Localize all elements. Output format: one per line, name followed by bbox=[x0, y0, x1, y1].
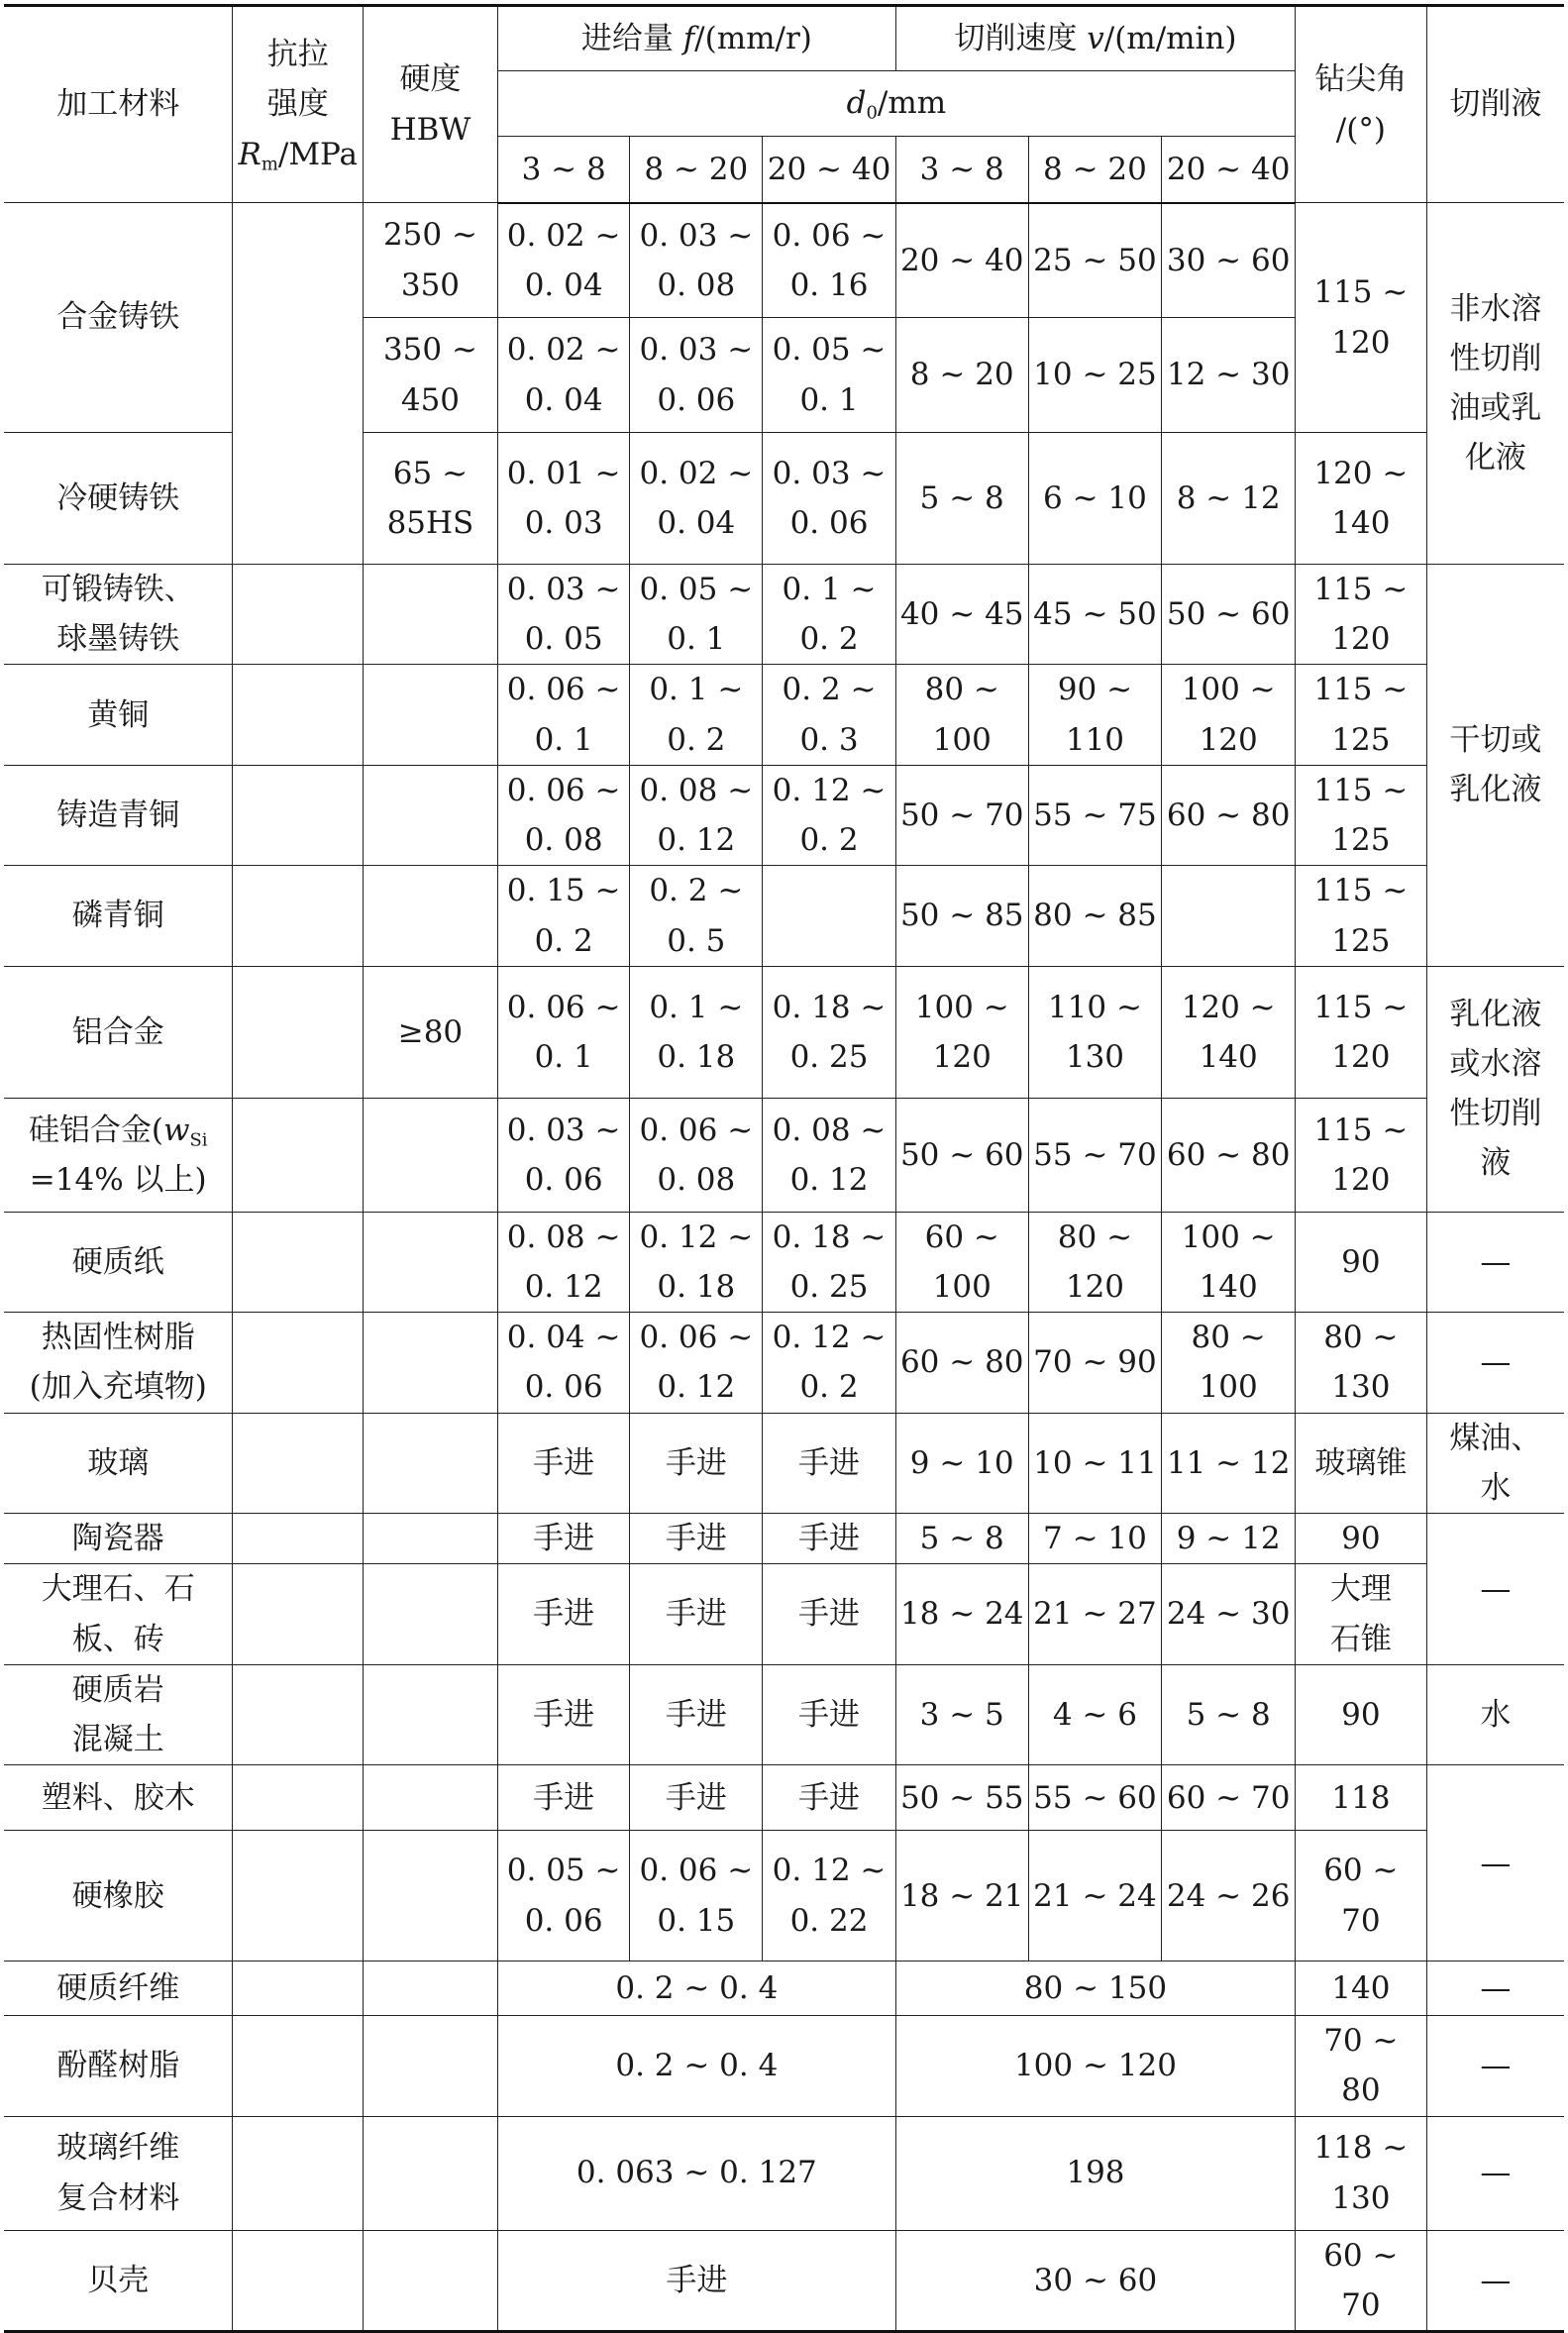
feed-cell: 0. 18 ~ 0. 25 bbox=[763, 1212, 896, 1312]
header-range: 20 ~ 40 bbox=[763, 137, 896, 203]
speed-cell: 60 ~ 80 bbox=[1162, 765, 1296, 865]
feed-cell: 0. 03 ~ 0. 06 bbox=[497, 1098, 630, 1212]
hardness-cell bbox=[364, 765, 498, 865]
speed-cell: 5 ~ 8 bbox=[895, 433, 1028, 565]
material-cell: 硬质纤维 bbox=[4, 1962, 233, 2016]
feed-cell: 手进 bbox=[630, 1413, 763, 1513]
feed-cell: 0. 2 ~ 0. 5 bbox=[630, 866, 763, 966]
strength-cell bbox=[233, 203, 364, 565]
speed-cell: 20 ~ 40 bbox=[895, 203, 1028, 318]
hardness-cell: 350 ~ 450 bbox=[364, 318, 498, 433]
strength-cell bbox=[233, 565, 364, 665]
feed-cell: 0. 02 ~ 0. 04 bbox=[497, 318, 630, 433]
material-cell: 塑料、胶木 bbox=[4, 1765, 233, 1831]
table-row bbox=[4, 765, 1564, 865]
feed-cell: 手进 bbox=[763, 1664, 896, 1764]
fluid-cell: — bbox=[1426, 2016, 1564, 2116]
table-row bbox=[4, 1413, 1564, 1513]
feed-cell: 0. 08 ~ 0. 12 bbox=[497, 1212, 630, 1312]
feed-cell: 0. 12 ~ 0. 2 bbox=[763, 1313, 896, 1413]
strength-cell bbox=[233, 1212, 364, 1312]
fluid-cell: — bbox=[1426, 2230, 1564, 2331]
hardness-cell bbox=[364, 2116, 498, 2230]
material-cell: 酚醛树脂 bbox=[4, 2016, 233, 2116]
material-cell: 大理石、石 板、砖 bbox=[4, 1564, 233, 1664]
speed-cell: 5 ~ 8 bbox=[1162, 1664, 1296, 1764]
feed-cell: 0. 12 ~ 0. 18 bbox=[630, 1212, 763, 1312]
hardness-cell bbox=[364, 665, 498, 765]
material-cell: 硅铝合金($w_{Si}$ =14% 以上) bbox=[4, 1098, 233, 1212]
angle-cell: 115 ~ 120 bbox=[1296, 966, 1427, 1098]
speed-cell: 100 ~ 120 bbox=[895, 2016, 1295, 2116]
fluid-cell: 非水溶 性切削 油或乳 化液 bbox=[1426, 203, 1564, 565]
strength-cell bbox=[233, 1098, 364, 1212]
table-row bbox=[4, 1765, 1564, 1831]
speed-cell: 21 ~ 27 bbox=[1028, 1564, 1162, 1664]
speed-cell: 6 ~ 10 bbox=[1028, 433, 1162, 565]
feed-cell: 0. 05 ~ 0. 1 bbox=[763, 318, 896, 433]
table-row bbox=[4, 2116, 1564, 2230]
angle-cell: 115 ~ 120 bbox=[1296, 203, 1427, 433]
strength-cell bbox=[233, 1765, 364, 1831]
fluid-cell: 水 bbox=[1426, 1664, 1564, 1764]
hardness-cell bbox=[364, 2016, 498, 2116]
angle-cell: 80 ~ 130 bbox=[1296, 1313, 1427, 1413]
fluid-cell: 乳化液 或水溶 性切削 液 bbox=[1426, 966, 1564, 1212]
speed-cell: 21 ~ 24 bbox=[1028, 1831, 1162, 1962]
fluid-cell: 干切或 乳化液 bbox=[1426, 565, 1564, 967]
header-cutting-fluid: 切削液 bbox=[1426, 6, 1564, 203]
speed-cell: 55 ~ 75 bbox=[1028, 765, 1162, 865]
feed-cell: 0. 08 ~ 0. 12 bbox=[763, 1098, 896, 1212]
material-cell: 热固性树脂 (加入充填物) bbox=[4, 1313, 233, 1413]
speed-cell: 4 ~ 6 bbox=[1028, 1664, 1162, 1764]
speed-cell: 18 ~ 24 bbox=[895, 1564, 1028, 1664]
angle-cell: 118 bbox=[1296, 1765, 1427, 1831]
material-cell: 玻璃纤维 复合材料 bbox=[4, 2116, 233, 2230]
feed-cell: 0. 15 ~ 0. 2 bbox=[497, 866, 630, 966]
hardness-cell: 65 ~ 85HS bbox=[364, 433, 498, 565]
strength-cell bbox=[233, 1831, 364, 1962]
angle-cell: 120 ~ 140 bbox=[1296, 433, 1427, 565]
header-range: 3 ~ 8 bbox=[497, 137, 630, 203]
speed-cell: 80 ~ 85 bbox=[1028, 866, 1162, 966]
hardness-cell bbox=[364, 1413, 498, 1513]
feed-cell: 0. 03 ~ 0. 08 bbox=[630, 203, 763, 318]
speed-cell: 11 ~ 12 bbox=[1162, 1413, 1296, 1513]
angle-cell: 70 ~ 80 bbox=[1296, 2016, 1427, 2116]
feed-cell: 0. 02 ~ 0. 04 bbox=[497, 203, 630, 318]
material-cell: 硬橡胶 bbox=[4, 1831, 233, 1962]
strength-cell bbox=[233, 1564, 364, 1664]
header-feed: 进给量 f/(mm/r) bbox=[497, 6, 895, 71]
fluid-cell: 煤油、 水 bbox=[1426, 1413, 1564, 1513]
angle-cell: 115 ~ 125 bbox=[1296, 665, 1427, 765]
strength-cell bbox=[233, 765, 364, 865]
feed-cell: 0. 06 ~ 0. 08 bbox=[630, 1098, 763, 1212]
header-drill-diameter: $d_0/mm$ bbox=[497, 71, 1295, 137]
feed-cell: 0. 05 ~ 0. 06 bbox=[497, 1831, 630, 1962]
speed-cell: 60 ~ 80 bbox=[895, 1313, 1028, 1413]
feed-cell: 0. 03 ~ 0. 06 bbox=[630, 318, 763, 433]
angle-cell: 60 ~ 70 bbox=[1296, 2230, 1427, 2331]
hardness-cell bbox=[364, 1765, 498, 1831]
hardness-cell bbox=[364, 1098, 498, 1212]
hardness-cell bbox=[364, 1831, 498, 1962]
hardness-cell bbox=[364, 2230, 498, 2331]
table-row bbox=[4, 565, 1564, 665]
speed-cell: 5 ~ 8 bbox=[895, 1514, 1028, 1564]
angle-cell: 90 bbox=[1296, 1514, 1427, 1564]
strength-cell bbox=[233, 1413, 364, 1513]
fluid-cell: — bbox=[1426, 1514, 1564, 1665]
feed-cell: 0. 2 ~ 0. 3 bbox=[763, 665, 896, 765]
table-row bbox=[4, 1664, 1564, 1764]
speed-cell: 100 ~ 120 bbox=[1162, 665, 1296, 765]
feed-cell: 0. 01 ~ 0. 03 bbox=[497, 433, 630, 565]
material-cell: 贝壳 bbox=[4, 2230, 233, 2331]
angle-cell: 115 ~ 120 bbox=[1296, 565, 1427, 665]
header-material: 加工材料 bbox=[4, 6, 233, 203]
feed-cell: 0. 12 ~ 0. 2 bbox=[763, 765, 896, 865]
angle-cell: 60 ~ 70 bbox=[1296, 1831, 1427, 1962]
angle-cell: 140 bbox=[1296, 1962, 1427, 2016]
feed-cell: 手进 bbox=[630, 1765, 763, 1831]
table-row bbox=[4, 1564, 1564, 1664]
speed-cell: 30 ~ 60 bbox=[895, 2230, 1295, 2331]
feed-cell: 0. 06 ~ 0. 08 bbox=[497, 765, 630, 865]
speed-cell: 50 ~ 70 bbox=[895, 765, 1028, 865]
feed-cell: 手进 bbox=[763, 1413, 896, 1513]
material-cell: 玻璃 bbox=[4, 1413, 233, 1513]
speed-cell: 7 ~ 10 bbox=[1028, 1514, 1162, 1564]
header-range: 8 ~ 20 bbox=[1028, 137, 1162, 203]
speed-cell: 70 ~ 90 bbox=[1028, 1313, 1162, 1413]
header-range: 20 ~ 40 bbox=[1162, 137, 1296, 203]
hardness-cell bbox=[364, 565, 498, 665]
angle-cell: 118 ~ 130 bbox=[1296, 2116, 1427, 2230]
header-point-angle: 钻尖角 /(°) bbox=[1296, 6, 1427, 203]
hardness-cell bbox=[364, 1962, 498, 2016]
feed-cell: 手进 bbox=[497, 1413, 630, 1513]
table-row bbox=[4, 1514, 1564, 1564]
speed-cell: 24 ~ 30 bbox=[1162, 1564, 1296, 1664]
speed-cell: 50 ~ 60 bbox=[1162, 565, 1296, 665]
feed-cell: 0. 06 ~ 0. 1 bbox=[497, 665, 630, 765]
material-cell: 黄铜 bbox=[4, 665, 233, 765]
material-cell: 硬质岩 混凝土 bbox=[4, 1664, 233, 1764]
strength-cell bbox=[233, 1664, 364, 1764]
speed-cell bbox=[1162, 866, 1296, 966]
strength-cell bbox=[233, 2116, 364, 2230]
feed-cell: 手进 bbox=[497, 1664, 630, 1764]
speed-cell: 120 ~ 140 bbox=[1162, 966, 1296, 1098]
speed-cell: 18 ~ 21 bbox=[895, 1831, 1028, 1962]
angle-cell: 115 ~ 120 bbox=[1296, 1098, 1427, 1212]
table-row bbox=[4, 866, 1564, 966]
feed-cell: 手进 bbox=[497, 2230, 895, 2331]
speed-cell: 55 ~ 60 bbox=[1028, 1765, 1162, 1831]
speed-cell: 50 ~ 55 bbox=[895, 1765, 1028, 1831]
fluid-cell: — bbox=[1426, 2116, 1564, 2230]
speed-cell: 24 ~ 26 bbox=[1162, 1831, 1296, 1962]
material-cell: 磷青铜 bbox=[4, 866, 233, 966]
feed-cell: 0. 03 ~ 0. 06 bbox=[763, 433, 896, 565]
table-row bbox=[4, 2230, 1564, 2331]
feed-cell: 0. 03 ~ 0. 05 bbox=[497, 565, 630, 665]
strength-cell bbox=[233, 1313, 364, 1413]
speed-cell: 80 ~ 150 bbox=[895, 1962, 1295, 2016]
hardness-cell bbox=[364, 1664, 498, 1764]
strength-cell bbox=[233, 665, 364, 765]
table-row bbox=[4, 1212, 1564, 1312]
feed-cell: 0. 1 ~ 0. 2 bbox=[630, 665, 763, 765]
speed-cell: 10 ~ 11 bbox=[1028, 1413, 1162, 1513]
material-cell: 铸造青铜 bbox=[4, 765, 233, 865]
speed-cell: 100 ~ 140 bbox=[1162, 1212, 1296, 1312]
speed-cell: 60 ~ 80 bbox=[1162, 1098, 1296, 1212]
feed-cell: 0. 1 ~ 0. 2 bbox=[763, 565, 896, 665]
feed-cell: 0. 06 ~ 0. 16 bbox=[763, 203, 896, 318]
feed-cell bbox=[763, 866, 896, 966]
speed-cell: 3 ~ 5 bbox=[895, 1664, 1028, 1764]
speed-cell: 40 ~ 45 bbox=[895, 565, 1028, 665]
table-row bbox=[4, 203, 1564, 318]
speed-cell: 9 ~ 10 bbox=[895, 1413, 1028, 1513]
feed-cell: 手进 bbox=[763, 1564, 896, 1664]
feed-cell: 手进 bbox=[497, 1765, 630, 1831]
table-row bbox=[4, 665, 1564, 765]
speed-cell: 25 ~ 50 bbox=[1028, 203, 1162, 318]
hardness-cell bbox=[364, 1564, 498, 1664]
hardness-cell bbox=[364, 1212, 498, 1312]
header-hardness: 硬度 HBW bbox=[364, 6, 498, 203]
table-row bbox=[4, 1098, 1564, 1212]
header-range: 3 ~ 8 bbox=[895, 137, 1028, 203]
table-row bbox=[4, 1831, 1564, 1962]
strength-cell bbox=[233, 866, 364, 966]
strength-cell bbox=[233, 2016, 364, 2116]
angle-cell: 玻璃锥 bbox=[1296, 1413, 1427, 1513]
feed-cell: 0. 2 ~ 0. 4 bbox=[497, 2016, 895, 2116]
material-cell: 陶瓷器 bbox=[4, 1514, 233, 1564]
header-tensile-strength: 抗拉 强度 $R_m$/MPa bbox=[233, 6, 364, 203]
feed-cell: 手进 bbox=[630, 1564, 763, 1664]
feed-cell: 0. 18 ~ 0. 25 bbox=[763, 966, 896, 1098]
speed-cell: 198 bbox=[895, 2116, 1295, 2230]
speed-cell: 90 ~ 110 bbox=[1028, 665, 1162, 765]
speed-cell: 80 ~ 120 bbox=[1028, 1212, 1162, 1312]
angle-cell: 115 ~ 125 bbox=[1296, 866, 1427, 966]
table-row bbox=[4, 1313, 1564, 1413]
hardness-cell bbox=[364, 1313, 498, 1413]
feed-cell: 0. 1 ~ 0. 18 bbox=[630, 966, 763, 1098]
feed-cell: 手进 bbox=[763, 1514, 896, 1564]
feed-cell: 0. 06 ~ 0. 15 bbox=[630, 1831, 763, 1962]
angle-cell: 115 ~ 125 bbox=[1296, 765, 1427, 865]
speed-cell: 50 ~ 60 bbox=[895, 1098, 1028, 1212]
angle-cell: 90 bbox=[1296, 1664, 1427, 1764]
fluid-cell: — bbox=[1426, 1313, 1564, 1413]
speed-cell: 60 ~ 100 bbox=[895, 1212, 1028, 1312]
material-cell: 可锻铸铁、 球墨铸铁 bbox=[4, 565, 233, 665]
speed-cell: 8 ~ 12 bbox=[1162, 433, 1296, 565]
strength-cell bbox=[233, 1962, 364, 2016]
speed-cell: 110 ~ 130 bbox=[1028, 966, 1162, 1098]
feed-cell: 0. 063 ~ 0. 127 bbox=[497, 2116, 895, 2230]
speed-cell: 9 ~ 12 bbox=[1162, 1514, 1296, 1564]
angle-cell: 90 bbox=[1296, 1212, 1427, 1312]
table-row bbox=[4, 966, 1564, 1098]
table-row bbox=[4, 1962, 1564, 2016]
material-cell: 硬质纸 bbox=[4, 1212, 233, 1312]
header-cutting-speed: 切削速度 v/(m/min) bbox=[895, 6, 1295, 71]
hardness-cell: 250 ~ 350 bbox=[364, 203, 498, 318]
feed-cell: 0. 04 ~ 0. 06 bbox=[497, 1313, 630, 1413]
feed-cell: 0. 06 ~ 0. 12 bbox=[630, 1313, 763, 1413]
hardness-cell bbox=[364, 866, 498, 966]
header-range: 8 ~ 20 bbox=[630, 137, 763, 203]
strength-cell bbox=[233, 2230, 364, 2331]
hardness-cell: ≥80 bbox=[364, 966, 498, 1098]
speed-cell: 10 ~ 25 bbox=[1028, 318, 1162, 433]
feed-cell: 手进 bbox=[630, 1664, 763, 1764]
speed-cell: 30 ~ 60 bbox=[1162, 203, 1296, 318]
hardness-cell bbox=[364, 1514, 498, 1564]
material-cell: 合金铸铁 bbox=[4, 203, 233, 433]
header-row-1 bbox=[4, 6, 1564, 71]
speed-cell: 60 ~ 70 bbox=[1162, 1765, 1296, 1831]
strength-cell bbox=[233, 966, 364, 1098]
feed-cell: 0. 08 ~ 0. 12 bbox=[630, 765, 763, 865]
speed-cell: 50 ~ 85 bbox=[895, 866, 1028, 966]
speed-cell: 8 ~ 20 bbox=[895, 318, 1028, 433]
speed-cell: 80 ~ 100 bbox=[1162, 1313, 1296, 1413]
feed-cell: 手进 bbox=[497, 1564, 630, 1664]
fluid-cell: — bbox=[1426, 1765, 1564, 1962]
speed-cell: 55 ~ 70 bbox=[1028, 1098, 1162, 1212]
table-row bbox=[4, 2016, 1564, 2116]
angle-cell: 大理 石锥 bbox=[1296, 1564, 1427, 1664]
fluid-cell: — bbox=[1426, 1212, 1564, 1312]
speed-cell: 80 ~ 100 bbox=[895, 665, 1028, 765]
material-cell: 冷硬铸铁 bbox=[4, 433, 233, 565]
fluid-cell: — bbox=[1426, 1962, 1564, 2016]
strength-cell bbox=[233, 1514, 364, 1564]
feed-cell: 0. 02 ~ 0. 04 bbox=[630, 433, 763, 565]
feed-cell: 手进 bbox=[763, 1765, 896, 1831]
material-cell: 铝合金 bbox=[4, 966, 233, 1098]
feed-cell: 0. 2 ~ 0. 4 bbox=[497, 1962, 895, 2016]
drilling-parameters-table bbox=[4, 4, 1564, 2333]
feed-cell: 手进 bbox=[630, 1514, 763, 1564]
speed-cell: 12 ~ 30 bbox=[1162, 318, 1296, 433]
feed-cell: 0. 05 ~ 0. 1 bbox=[630, 565, 763, 665]
speed-cell: 45 ~ 50 bbox=[1028, 565, 1162, 665]
feed-cell: 0. 06 ~ 0. 1 bbox=[497, 966, 630, 1098]
speed-cell: 100 ~ 120 bbox=[895, 966, 1028, 1098]
feed-cell: 0. 12 ~ 0. 22 bbox=[763, 1831, 896, 1962]
feed-cell: 手进 bbox=[497, 1514, 630, 1564]
